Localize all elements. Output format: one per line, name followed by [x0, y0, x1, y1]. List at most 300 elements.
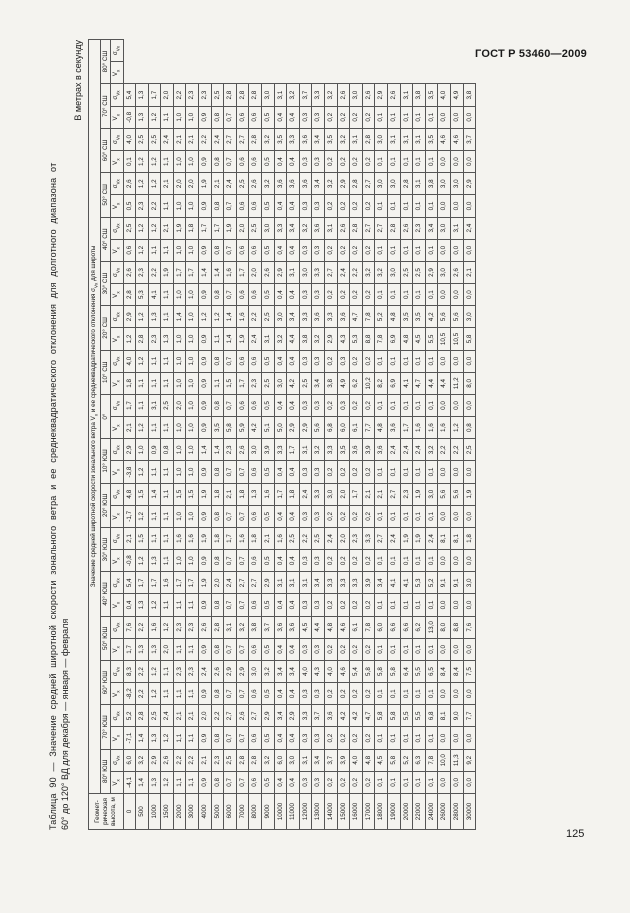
sigma-cell: 1,7: [148, 84, 161, 106]
vx-cell: 7,8: [375, 328, 388, 350]
sigma-cell: 0,2: [350, 394, 363, 416]
vx-cell: 0,1: [425, 727, 438, 749]
vx-cell: 0,5: [262, 151, 275, 173]
sigma-cell: 5,6: [438, 306, 451, 328]
table-row: [211, 39, 224, 829]
table-row: [438, 39, 451, 829]
vx-cell: 2,1: [123, 417, 136, 439]
sigma-cell: 2,4: [224, 173, 237, 195]
vx-cell: 2,0: [161, 638, 174, 660]
vx-cell: 0,6: [249, 727, 262, 749]
vx-cell: 0,1: [413, 106, 426, 128]
sigma-cell: 1,7: [136, 572, 149, 594]
sigma-cell: 5,5: [400, 705, 413, 727]
sigma-cell: 5,4: [123, 572, 136, 594]
vx-cell: 1,0: [173, 151, 186, 173]
sigma-cell: 2,5: [136, 128, 149, 150]
sigma-cell: 4,2: [425, 306, 438, 328]
sigma-cell: 3,1: [413, 128, 426, 150]
table-row: [287, 39, 300, 829]
sigma-cell: 1,4: [211, 439, 224, 461]
sigma-cell: 4,0: [123, 350, 136, 372]
vx-cell: 0,2: [325, 505, 338, 527]
vx-cell: 0,6: [249, 771, 262, 793]
sigma-cell: 3,0: [438, 217, 451, 239]
sigma-cell: 3,3: [274, 217, 287, 239]
vx-cell: 0,2: [337, 239, 350, 261]
sigma-cell: 7,8: [362, 616, 375, 638]
vx-cell: 1,1: [173, 727, 186, 749]
sigma-cell: 3,3: [287, 128, 300, 150]
sigma-cell: 2,6: [400, 217, 413, 239]
height-cell: 8000: [249, 794, 262, 830]
sigma-cell: 2,5: [463, 439, 476, 461]
vx-cell: 0,2: [350, 284, 363, 306]
sigma-cell: 0,4: [287, 350, 300, 372]
sigma-cell: 5,8: [375, 660, 388, 682]
sigma-cell: 3,2: [425, 439, 438, 461]
vx-cell: 0,1: [375, 239, 388, 261]
sigma-cell: 6,5: [425, 660, 438, 682]
vx-cell: 1,7: [400, 417, 413, 439]
vx-cell: 0,9: [199, 284, 212, 306]
vx-cell: 0,7: [224, 239, 237, 261]
vx-cell: 1,0: [186, 195, 199, 217]
table-row: [425, 39, 438, 829]
sigma-cell: 4,8: [123, 483, 136, 505]
vx-cell: 0,9: [199, 727, 212, 749]
vx-cell: 0,7: [224, 284, 237, 306]
sigma-cell: 3,1: [299, 439, 312, 461]
sigma-cell: 1,0: [186, 306, 199, 328]
height-cell: 12000: [299, 794, 312, 830]
sigma-cell: 3,2: [262, 660, 275, 682]
vx-cell: 3,0: [274, 372, 287, 394]
height-cell: 17000: [362, 794, 375, 830]
sigma-cell: 6,6: [387, 616, 400, 638]
vx-cell: 0,3: [312, 550, 325, 572]
table-row: [224, 39, 237, 829]
sigma-cell: 2,8: [224, 84, 237, 106]
table-row: [262, 39, 275, 829]
sigma-cell: 13,0: [425, 616, 438, 638]
height-column-header: Геомет-рическая высота, м: [89, 794, 124, 830]
sigma-cell: 4,6: [438, 128, 451, 150]
latitude-header: 10° СШ: [101, 350, 111, 394]
sigma-cell: 2,9: [148, 749, 161, 771]
vx-cell: 1,1: [186, 638, 199, 660]
table-row: [337, 39, 350, 829]
vx-cell: 4,2: [287, 372, 300, 394]
vx-cell: 1,3: [136, 638, 149, 660]
sigma-cell: 5,5: [413, 660, 426, 682]
vx-cell: 2,3: [136, 195, 149, 217]
sigma-cell: 3,2: [325, 173, 338, 195]
vx-cell: 0,5: [262, 638, 275, 660]
sigma-cell: 3,0: [438, 173, 451, 195]
sigma-cell: 4,2: [337, 705, 350, 727]
vx-cell: 0,0: [450, 550, 463, 572]
vx-cell: 2,2: [148, 195, 161, 217]
sigma-cell: 2,1: [199, 749, 212, 771]
vx-cell: 0,2: [362, 727, 375, 749]
sigma-cell: 6,1: [350, 616, 363, 638]
sigma-cell: 3,4: [287, 217, 300, 239]
vx-cell: 0,2: [362, 284, 375, 306]
sigma-cell: 4,0: [299, 660, 312, 682]
vx-cell: 0,8: [211, 683, 224, 705]
sigma-cell: 0,1: [387, 350, 400, 372]
sigma-cell: 2,5: [224, 749, 237, 771]
sigma-cell: 1,2: [136, 306, 149, 328]
vx-cell: 1,0: [186, 284, 199, 306]
height-cell: 6000: [224, 794, 237, 830]
height-cell: 10000: [274, 794, 287, 830]
sigma-subheader: $\sigma_{Vx}$: [111, 527, 123, 549]
vx-cell: 1,1: [161, 550, 174, 572]
sigma-cell: 1,7: [236, 261, 249, 283]
vx-cell: 0,2: [337, 727, 350, 749]
vx-cell: 0,1: [400, 505, 413, 527]
sigma-cell: 1,1: [148, 350, 161, 372]
sigma-cell: 3,0: [274, 306, 287, 328]
units-note: В метрах в секунду: [73, 40, 83, 121]
vx-cell: 1,6: [425, 417, 438, 439]
sigma-subheader: $\sigma_{Vx}$: [111, 439, 123, 461]
sigma-cell: 1,5: [186, 483, 199, 505]
vx-cell: 0,2: [362, 461, 375, 483]
vx-cell: 0,1: [425, 505, 438, 527]
sigma-cell: 2,0: [186, 173, 199, 195]
sigma-cell: 8,8: [450, 616, 463, 638]
sigma-cell: 6,2: [413, 616, 426, 638]
sigma-cell: 1,2: [148, 217, 161, 239]
latitude-header: 40° ЮШ: [101, 572, 111, 616]
sigma-cell: 2,3: [199, 84, 212, 106]
vx-cell: 2,9: [325, 328, 338, 350]
vx-cell: 0,7: [236, 461, 249, 483]
vx-cell: 0,5: [262, 594, 275, 616]
vx-cell: 0,5: [262, 284, 275, 306]
sigma-cell: 1,4: [199, 439, 212, 461]
sigma-cell: 2,4: [161, 705, 174, 727]
vx-cell: 2,9: [299, 417, 312, 439]
sigma-subheader: $\sigma_{Vx}$: [111, 660, 123, 682]
sigma-cell: 3,0: [375, 173, 388, 195]
vx-cell: 0,6: [236, 284, 249, 306]
vx-cell: 0,6: [249, 284, 262, 306]
sigma-cell: 5,2: [375, 306, 388, 328]
sigma-cell: 1,9: [173, 217, 186, 239]
vx-cell: 0,2: [362, 151, 375, 173]
sigma-cell: 4,3: [312, 660, 325, 682]
height-cell: 11000: [287, 794, 300, 830]
vx-cell: 0,4: [274, 284, 287, 306]
sigma-cell: 2,9: [123, 306, 136, 328]
sigma-cell: 3,8: [425, 173, 438, 195]
sigma-cell: 3,6: [337, 306, 350, 328]
sigma-cell: 2,5: [312, 527, 325, 549]
sigma-cell: 0,2: [350, 350, 363, 372]
sigma-cell: 5,4: [350, 660, 363, 682]
sigma-cell: 3,1: [413, 173, 426, 195]
sigma-cell: 1,8: [186, 217, 199, 239]
sigma-cell: 3,1: [350, 128, 363, 150]
sigma-cell: 3,1: [148, 394, 161, 416]
sigma-cell: 2,8: [236, 749, 249, 771]
sigma-cell: 1,0: [173, 350, 186, 372]
sigma-cell: 2,4: [425, 527, 438, 549]
sigma-cell: 9,0: [450, 705, 463, 727]
latitude-header: 70° ЮШ: [101, 705, 111, 749]
vx-cell: 0,1: [413, 638, 426, 660]
sigma-cell: 8,3: [123, 660, 136, 682]
vx-cell: 0,7: [224, 727, 237, 749]
vx-cell: 0,0: [438, 771, 451, 793]
height-cell: 18000: [375, 794, 388, 830]
vx-subheader: $V_x$: [111, 151, 123, 173]
sigma-cell: 4,6: [337, 660, 350, 682]
vx-cell: 0,2: [325, 106, 338, 128]
sigma-cell: 0,7: [224, 394, 237, 416]
latitude-header: 80° СШ: [101, 39, 111, 84]
vx-cell: 1,1: [161, 284, 174, 306]
sigma-cell: 2,1: [262, 527, 275, 549]
sigma-cell: 2,9: [463, 173, 476, 195]
vx-cell: 0,1: [375, 461, 388, 483]
sigma-cell: 3,4: [312, 128, 325, 150]
sigma-cell: 2,3: [186, 660, 199, 682]
vx-cell: 0,3: [299, 683, 312, 705]
vx-cell: 1,2: [123, 328, 136, 350]
vx-cell: 0,0: [438, 461, 451, 483]
latitude-header: 70° СШ: [101, 84, 111, 128]
sigma-cell: 2,3: [173, 660, 186, 682]
sigma-cell: 2,5: [249, 217, 262, 239]
vx-cell: 1,1: [148, 417, 161, 439]
vx-cell: 0,6: [249, 638, 262, 660]
sigma-cell: 1,2: [199, 306, 212, 328]
sigma-cell: 3,2: [262, 749, 275, 771]
vx-cell: 1,3: [148, 771, 161, 793]
sigma-cell: 2,0: [173, 394, 186, 416]
sigma-subheader: $\sigma_{Vx}$: [111, 261, 123, 283]
sigma-cell: 3,2: [287, 84, 300, 106]
vx-cell: 0,5: [262, 771, 275, 793]
vx-cell: 0,3: [299, 550, 312, 572]
sigma-cell: 3,0: [450, 173, 463, 195]
vx-cell: 0,2: [325, 239, 338, 261]
sigma-cell: 3,4: [312, 173, 325, 195]
sigma-cell: 3,6: [350, 439, 363, 461]
sigma-cell: 2,8: [249, 84, 262, 106]
table-row: [312, 39, 325, 829]
vx-cell: 0,1: [425, 151, 438, 173]
vx-subheader: $V_x$: [111, 62, 123, 84]
vx-cell: 1,1: [173, 638, 186, 660]
vx-cell: 0,0: [463, 594, 476, 616]
vx-cell: 0,1: [413, 195, 426, 217]
vx-cell: 0,2: [325, 638, 338, 660]
sigma-cell: 3,4: [425, 217, 438, 239]
sigma-cell: 1,3: [249, 483, 262, 505]
vx-cell: 6,0: [337, 417, 350, 439]
vx-cell: 0,0: [463, 683, 476, 705]
sigma-cell: 2,6: [337, 217, 350, 239]
vx-cell: 0,0: [463, 239, 476, 261]
sigma-cell: 3,8: [249, 616, 262, 638]
vx-cell: 0,9: [199, 239, 212, 261]
vx-cell: 0,1: [387, 239, 400, 261]
sigma-cell: 1,7: [148, 572, 161, 594]
sigma-cell: 2,9: [375, 84, 388, 106]
vx-cell: 0,2: [325, 284, 338, 306]
sigma-cell: 3,2: [236, 616, 249, 638]
sigma-cell: 1,7: [173, 572, 186, 594]
vx-cell: 0,1: [375, 151, 388, 173]
vx-cell: 0,6: [236, 195, 249, 217]
sigma-subheader: $\sigma_{Vx}$: [111, 705, 123, 727]
vx-cell: 0,1: [413, 771, 426, 793]
vx-cell: 1,2: [136, 550, 149, 572]
sigma-cell: 3,0: [262, 217, 275, 239]
sigma-cell: 0,3: [299, 350, 312, 372]
sigma-cell: 2,1: [463, 261, 476, 283]
sigma-cell: 3,8: [463, 84, 476, 106]
sigma-cell: 2,0: [211, 572, 224, 594]
sigma-cell: 4,7: [362, 705, 375, 727]
table-row: [274, 39, 287, 829]
vx-cell: 0,0: [438, 106, 451, 128]
vx-cell: 0,8: [211, 594, 224, 616]
vx-cell: 1,2: [148, 683, 161, 705]
sigma-cell: 2,5: [211, 84, 224, 106]
vx-cell: 6,8: [325, 417, 338, 439]
sigma-cell: 3,2: [262, 173, 275, 195]
vx-cell: 0,7: [224, 638, 237, 660]
vx-cell: 1,6: [413, 417, 426, 439]
sigma-cell: 0,0: [450, 394, 463, 416]
vx-cell: 0,0: [463, 727, 476, 749]
sigma-cell: 3,9: [262, 439, 275, 461]
sigma-cell: 0,0: [450, 350, 463, 372]
vx-cell: 0,2: [337, 550, 350, 572]
vx-cell: 0,1: [413, 461, 426, 483]
vx-cell: 0,1: [400, 594, 413, 616]
vx-cell: 0,8: [211, 151, 224, 173]
sigma-cell: 4,8: [362, 749, 375, 771]
latitude-header: 0°: [101, 394, 111, 438]
vx-cell: 0,8: [211, 195, 224, 217]
sigma-cell: 3,2: [362, 261, 375, 283]
vx-cell: 0,3: [312, 771, 325, 793]
sigma-cell: 3,5: [337, 439, 350, 461]
sigma-cell: 4,8: [387, 306, 400, 328]
vx-cell: 0,8: [211, 771, 224, 793]
vx-cell: 0,6: [236, 151, 249, 173]
sigma-subheader: $\sigma_{Vx}$: [111, 483, 123, 505]
vx-cell: 0,9: [199, 151, 212, 173]
sigma-cell: 1,4: [211, 261, 224, 283]
vx-cell: 0,7: [236, 638, 249, 660]
sigma-cell: 2,5: [262, 306, 275, 328]
vx-cell: -0,8: [123, 550, 136, 572]
vx-subheader: $V_x$: [111, 683, 123, 705]
sigma-cell: 8,4: [450, 660, 463, 682]
sigma-cell: 0,1: [425, 394, 438, 416]
vx-cell: 0,1: [375, 505, 388, 527]
height-cell: 9000: [262, 794, 275, 830]
sigma-cell: 1,9: [413, 527, 426, 549]
sigma-cell: 4,0: [350, 749, 363, 771]
sigma-cell: 3,0: [262, 84, 275, 106]
vx-subheader: $V_x$: [111, 372, 123, 394]
sigma-cell: 3,7: [325, 749, 338, 771]
vx-cell: 3,8: [299, 328, 312, 350]
vx-cell: 4,1: [148, 284, 161, 306]
sigma-cell: 1,5: [173, 483, 186, 505]
sigma-cell: 2,3: [186, 616, 199, 638]
vx-cell: 1,3: [148, 727, 161, 749]
sigma-cell: 4,1: [400, 572, 413, 594]
sigma-cell: 2,0: [337, 527, 350, 549]
sigma-cell: 2,7: [249, 705, 262, 727]
sigma-cell: 3,4: [312, 749, 325, 771]
vx-cell: 0,7: [236, 771, 249, 793]
vx-cell: -3,8: [123, 461, 136, 483]
vx-subheader: $V_x$: [111, 417, 123, 439]
vx-cell: 4,4: [425, 372, 438, 394]
sigma-cell: 0,3: [337, 394, 350, 416]
vx-cell: 0,4: [287, 638, 300, 660]
vx-cell: 1,1: [148, 372, 161, 394]
vx-cell: 5,9: [236, 417, 249, 439]
vx-cell: 1,1: [186, 771, 199, 793]
vx-cell: 0,2: [362, 638, 375, 660]
sigma-cell: 3,4: [312, 572, 325, 594]
sigma-cell: 2,1: [123, 527, 136, 549]
sigma-cell: 1,6: [274, 527, 287, 549]
sigma-cell: 1,1: [161, 350, 174, 372]
vx-cell: 4,4: [287, 328, 300, 350]
vx-cell: 1,0: [186, 550, 199, 572]
vx-cell: 1,1: [161, 195, 174, 217]
sigma-cell: 3,6: [299, 173, 312, 195]
vx-cell: 0,4: [287, 727, 300, 749]
sigma-cell: 1,1: [136, 394, 149, 416]
vx-cell: 0,0: [438, 550, 451, 572]
sigma-cell: 2,2: [350, 261, 363, 283]
vx-cell: 6,1: [350, 417, 363, 439]
vx-cell: 0,0: [450, 284, 463, 306]
vx-cell: 0,1: [387, 151, 400, 173]
sigma-cell: 5,8: [387, 749, 400, 771]
vx-cell: 1,1: [161, 239, 174, 261]
vx-cell: 1,0: [186, 328, 199, 350]
page-number: 125: [566, 828, 585, 840]
sigma-cell: 1,0: [186, 439, 199, 461]
sigma-cell: 0,3: [312, 394, 325, 416]
vx-cell: 1,0: [173, 284, 186, 306]
vx-cell: 0,4: [287, 461, 300, 483]
vx-cell: 0,1: [425, 550, 438, 572]
sigma-cell: 3,9: [362, 439, 375, 461]
sigma-cell: 2,6: [387, 84, 400, 106]
sigma-cell: 2,3: [400, 483, 413, 505]
vx-cell: 1,0: [173, 195, 186, 217]
vx-cell: 3,6: [387, 417, 400, 439]
vx-cell: 0,0: [450, 594, 463, 616]
